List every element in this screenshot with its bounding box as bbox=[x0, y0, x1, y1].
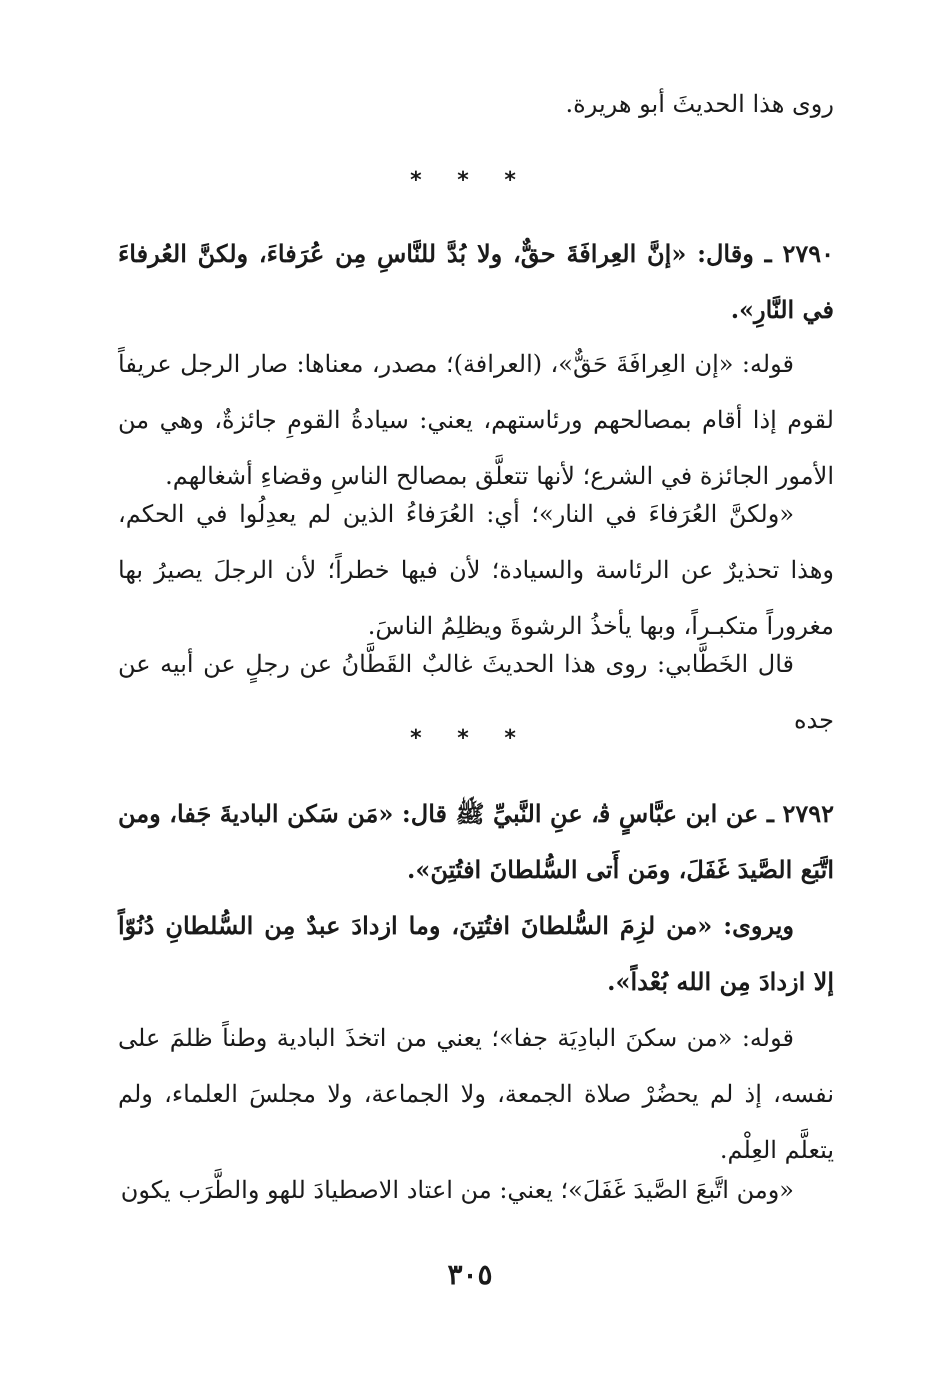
intro-line: روى هذا الحديثَ أبو هريرة. bbox=[565, 90, 834, 118]
hadith-2790-commentary-1 bbox=[118, 336, 834, 504]
hadith-2792-variant-block bbox=[118, 898, 834, 1010]
hadith-2792-text: ٢٧٩٢ ـ عن ابن عبَّاسٍ ﭬ، عنِ النَّبيِّ ﷺ قال: «مَن سَكن الباديةَ جَفا، ومن اتَّبَع الصَّيدَ غَفَلَ، ومَن أَتى السُّلطانَ افتُتِنَ». bbox=[118, 799, 834, 884]
hadith-2792-variant: ويروى: «من لزِمَ السُّلطانَ افتُتِنَ، وما ازدادَ عبدٌ مِن السُّلطانِ دُنُوّاً إلا ازدادَ مِن الله بُعْداً». bbox=[118, 911, 834, 996]
hadith-2790-commentary-2 bbox=[118, 486, 834, 654]
hadith-2790-block bbox=[118, 226, 834, 338]
commentary-paragraph: «ومن اتَّبعَ الصَّيدَ غَفَلَ»؛ يعني: من اعتاد الاصطيادَ للهو والطَّرَب يكون bbox=[120, 1176, 794, 1204]
intro-paragraph bbox=[118, 76, 834, 132]
commentary-paragraph: قال الخَطَّابي: روى هذا الحديثَ غالبٌ القَطَّانُ عن رجلٍ عن أبيه عن جده bbox=[118, 650, 834, 734]
hadith-2792-commentary-1 bbox=[118, 1010, 834, 1178]
commentary-paragraph: «ولكنَّ العُرَفاءَ في النار»؛ أي: العُرَفاءُ الذين لم يعدِلُوا في الحكم، وهذا تحذيرٌ عن الرئاسة والسيادة؛ لأن فيها خطراً؛ لأن الرجلَ يصيرُ بها مغروراً متكبـراً، وبها يأخذُ الرشوةَ ويظلِمُ الناسَ. bbox=[118, 500, 834, 640]
commentary-paragraph: قوله: «إن العِرافَةَ حَقٌّ»، (العرافة)؛ مصدر، معناها: صار الرجل عريفاً لقوم إذا أقام بمصالحهم ورئاستهم، يعني: سيادةُ القومِ جائزةٌ، وهي من الأمور الجائزة في الشرع؛ لأنها تتعلَّق بمصالح الناسِ وقضاءِ أشغالهم. bbox=[118, 350, 834, 490]
hadith-2790-text bbox=[118, 226, 834, 338]
hadith-2792-commentary-2 bbox=[118, 1162, 834, 1218]
page-number: ٣٠٥ bbox=[447, 1258, 493, 1291]
section-separator: * * * bbox=[410, 168, 530, 193]
hadith-2792-block bbox=[118, 786, 834, 898]
section-separator: * * * bbox=[410, 726, 530, 751]
hadith-2790-line-1: ٢٧٩٠ ـ وقال: «إنَّ العِرافَةَ حقٌّ، ولا بُدَّ للنَّاسِ مِن عُرَفاءَ، ولكنَّ العُرفاءَ bbox=[118, 239, 834, 268]
hadith-2790-line-2: في النَّارِ». bbox=[730, 295, 834, 324]
commentary-paragraph: قوله: «من سكنَ البادِيَة جفا»؛ يعني من اتخذَ البادية وطناً ظلمَ على نفسه، إذ لم يحضُرْ صلاة الجمعة، ولا الجماعة، ولا مجلسَ العلماء، ولم يتعلَّم العِلْم. bbox=[118, 1024, 835, 1164]
